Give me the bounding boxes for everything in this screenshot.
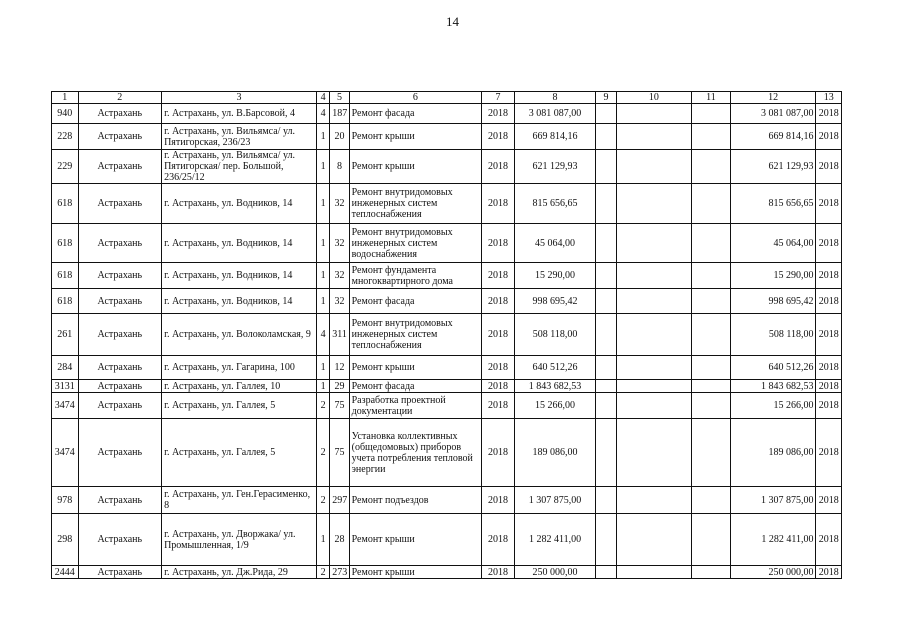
cell-work-type: Ремонт внутридомовых инженерных систем теплоснабжения — [349, 314, 482, 356]
cell-col9 — [596, 419, 616, 487]
cell-total: 669 814,16 — [730, 124, 816, 150]
table-row — [52, 419, 842, 487]
cell-work-type: Ремонт крыши — [349, 150, 482, 184]
cell-id: 261 — [52, 314, 79, 356]
cell-col4: 1 — [317, 289, 330, 314]
cell-col11 — [692, 419, 731, 487]
cell-id: 940 — [52, 104, 79, 124]
cell-col11 — [692, 380, 731, 393]
cell-work-type: Ремонт фасада — [349, 104, 482, 124]
cell-address: г. Астрахань, ул. Галлея, 5 — [162, 393, 317, 419]
cell-col9 — [596, 104, 616, 124]
cell-col5: 8 — [330, 150, 349, 184]
cell-work-type: Ремонт фасада — [349, 380, 482, 393]
cell-year: 2018 — [482, 514, 515, 566]
cell-col5: 32 — [330, 184, 349, 224]
table-row — [52, 263, 842, 289]
cell-col10 — [616, 150, 691, 184]
cell-city: Астрахань — [78, 184, 162, 224]
cell-col5: 20 — [330, 124, 349, 150]
cell-address: г. Астрахань, ул. Галлея, 10 — [162, 380, 317, 393]
cell-col11 — [692, 124, 731, 150]
cell-total: 15 266,00 — [730, 393, 816, 419]
table-body — [52, 104, 842, 579]
cell-col5: 28 — [330, 514, 349, 566]
cell-col10 — [616, 224, 691, 263]
cell-total: 1 307 875,00 — [730, 487, 816, 514]
table-row — [52, 184, 842, 224]
table-header-row — [52, 92, 842, 104]
cell-cost: 1 307 875,00 — [514, 487, 596, 514]
cell-total: 15 290,00 — [730, 263, 816, 289]
cell-cost: 250 000,00 — [514, 566, 596, 579]
cell-address: г. Астрахань, ул. В.Барсовой, 4 — [162, 104, 317, 124]
cell-col5: 75 — [330, 419, 349, 487]
cell-id: 298 — [52, 514, 79, 566]
column-header: 8 — [514, 92, 596, 104]
column-header: 13 — [816, 92, 842, 104]
cell-address: г. Астрахань, ул. Волоколамская, 9 — [162, 314, 317, 356]
cell-col5: 12 — [330, 356, 349, 380]
cell-col10 — [616, 104, 691, 124]
cell-id: 3131 — [52, 380, 79, 393]
cell-year: 2018 — [482, 314, 515, 356]
cell-col4: 1 — [317, 380, 330, 393]
column-header: 6 — [349, 92, 482, 104]
cell-work-type: Ремонт внутридомовых инженерных систем водоснабжения — [349, 224, 482, 263]
column-header: 4 — [317, 92, 330, 104]
cell-cost: 1 282 411,00 — [514, 514, 596, 566]
table-row — [52, 104, 842, 124]
cell-col9 — [596, 380, 616, 393]
column-header: 11 — [692, 92, 731, 104]
cell-id: 2444 — [52, 566, 79, 579]
cell-city: Астрахань — [78, 289, 162, 314]
cell-cost: 1 843 682,53 — [514, 380, 596, 393]
cell-year-end: 2018 — [816, 566, 842, 579]
cell-col10 — [616, 393, 691, 419]
cell-year-end: 2018 — [816, 419, 842, 487]
cell-cost: 508 118,00 — [514, 314, 596, 356]
table-row — [52, 124, 842, 150]
cell-col10 — [616, 514, 691, 566]
column-header: 12 — [730, 92, 816, 104]
cell-year: 2018 — [482, 150, 515, 184]
cell-col10 — [616, 487, 691, 514]
cell-col4: 1 — [317, 514, 330, 566]
cell-year: 2018 — [482, 184, 515, 224]
cell-col10 — [616, 566, 691, 579]
cell-city: Астрахань — [78, 393, 162, 419]
cell-id: 3474 — [52, 419, 79, 487]
cell-col10 — [616, 263, 691, 289]
cell-id: 228 — [52, 124, 79, 150]
cell-year: 2018 — [482, 104, 515, 124]
cell-id: 618 — [52, 224, 79, 263]
cell-col4: 2 — [317, 566, 330, 579]
cell-work-type: Ремонт крыши — [349, 124, 482, 150]
cell-total: 508 118,00 — [730, 314, 816, 356]
cell-cost: 45 064,00 — [514, 224, 596, 263]
cell-col11 — [692, 566, 731, 579]
cell-col10 — [616, 289, 691, 314]
cell-year-end: 2018 — [816, 514, 842, 566]
cell-year: 2018 — [482, 263, 515, 289]
column-header: 2 — [78, 92, 162, 104]
cell-total: 1 282 411,00 — [730, 514, 816, 566]
cell-col9 — [596, 314, 616, 356]
cell-id: 284 — [52, 356, 79, 380]
cell-col9 — [596, 263, 616, 289]
cell-total: 45 064,00 — [730, 224, 816, 263]
cell-year: 2018 — [482, 380, 515, 393]
cell-work-type: Ремонт подъездов — [349, 487, 482, 514]
cell-year: 2018 — [482, 419, 515, 487]
cell-year-end: 2018 — [816, 150, 842, 184]
cell-col4: 2 — [317, 419, 330, 487]
cell-city: Астрахань — [78, 514, 162, 566]
cell-city: Астрахань — [78, 380, 162, 393]
cell-city: Астрахань — [78, 566, 162, 579]
cell-city: Астрахань — [78, 314, 162, 356]
table-row — [52, 356, 842, 380]
column-header: 5 — [330, 92, 349, 104]
cell-city: Астрахань — [78, 104, 162, 124]
cell-cost: 15 266,00 — [514, 393, 596, 419]
cell-col5: 75 — [330, 393, 349, 419]
cell-address: г. Астрахань, ул. Вильямса/ ул. Пятигорская, 236/23 — [162, 124, 317, 150]
cell-col10 — [616, 380, 691, 393]
cell-col11 — [692, 224, 731, 263]
cell-col11 — [692, 104, 731, 124]
cell-col9 — [596, 487, 616, 514]
table-row — [52, 393, 842, 419]
cell-address: г. Астрахань, ул. Дворжака/ ул. Промышленная, 1/9 — [162, 514, 317, 566]
column-header: 9 — [596, 92, 616, 104]
table-row — [52, 314, 842, 356]
cell-city: Астрахань — [78, 263, 162, 289]
cell-col11 — [692, 393, 731, 419]
cell-year-end: 2018 — [816, 184, 842, 224]
cell-address: г. Астрахань, ул. Вильямса/ ул. Пятигорская/ пер. Большой, 236/25/12 — [162, 150, 317, 184]
cell-year: 2018 — [482, 356, 515, 380]
cell-city: Астрахань — [78, 419, 162, 487]
cell-col9 — [596, 393, 616, 419]
cell-cost: 3 081 087,00 — [514, 104, 596, 124]
cell-year-end: 2018 — [816, 104, 842, 124]
cell-total: 189 086,00 — [730, 419, 816, 487]
cell-col4: 2 — [317, 393, 330, 419]
cell-work-type: Установка коллективных (общедомовых) приборов учета потребления тепловой энергии — [349, 419, 482, 487]
cell-col5: 273 — [330, 566, 349, 579]
table-row — [52, 150, 842, 184]
cell-total: 998 695,42 — [730, 289, 816, 314]
cell-id: 618 — [52, 289, 79, 314]
cell-col11 — [692, 184, 731, 224]
cell-city: Астрахань — [78, 487, 162, 514]
cell-year-end: 2018 — [816, 289, 842, 314]
cell-cost: 189 086,00 — [514, 419, 596, 487]
cell-city: Астрахань — [78, 356, 162, 380]
cell-col9 — [596, 514, 616, 566]
cell-col5: 187 — [330, 104, 349, 124]
cell-col10 — [616, 356, 691, 380]
cell-total: 3 081 087,00 — [730, 104, 816, 124]
cell-col11 — [692, 150, 731, 184]
cell-col4: 1 — [317, 224, 330, 263]
cell-cost: 669 814,16 — [514, 124, 596, 150]
cell-col9 — [596, 150, 616, 184]
cell-col4: 1 — [317, 263, 330, 289]
cell-cost: 621 129,93 — [514, 150, 596, 184]
cell-col10 — [616, 124, 691, 150]
page-number: 14 — [446, 14, 459, 29]
cell-col4: 1 — [317, 356, 330, 380]
cell-col5: 297 — [330, 487, 349, 514]
cell-city: Астрахань — [78, 124, 162, 150]
cell-col11 — [692, 263, 731, 289]
cell-year-end: 2018 — [816, 263, 842, 289]
cell-work-type: Ремонт крыши — [349, 514, 482, 566]
cell-col4: 1 — [317, 124, 330, 150]
cell-total: 621 129,93 — [730, 150, 816, 184]
cell-col10 — [616, 419, 691, 487]
column-header: 3 — [162, 92, 317, 104]
cell-city: Астрахань — [78, 224, 162, 263]
cell-city: Астрахань — [78, 150, 162, 184]
cell-id: 978 — [52, 487, 79, 514]
cell-col9 — [596, 124, 616, 150]
cell-year: 2018 — [482, 393, 515, 419]
cell-year-end: 2018 — [816, 380, 842, 393]
cell-year: 2018 — [482, 487, 515, 514]
cell-col10 — [616, 184, 691, 224]
column-header: 7 — [482, 92, 515, 104]
cell-year: 2018 — [482, 224, 515, 263]
cell-col4: 4 — [317, 104, 330, 124]
table-row — [52, 289, 842, 314]
cell-total: 1 843 682,53 — [730, 380, 816, 393]
cell-col9 — [596, 566, 616, 579]
cell-col4: 4 — [317, 314, 330, 356]
cell-total: 640 512,26 — [730, 356, 816, 380]
cell-col4: 2 — [317, 487, 330, 514]
cell-col11 — [692, 289, 731, 314]
cell-col9 — [596, 184, 616, 224]
cell-col4: 1 — [317, 184, 330, 224]
cell-cost: 640 512,26 — [514, 356, 596, 380]
table-row — [52, 380, 842, 393]
cell-col5: 311 — [330, 314, 349, 356]
cell-address: г. Астрахань, ул. Водников, 14 — [162, 289, 317, 314]
cell-work-type: Ремонт внутридомовых инженерных систем теплоснабжения — [349, 184, 482, 224]
cell-address: г. Астрахань, ул. Гагарина, 100 — [162, 356, 317, 380]
cell-year-end: 2018 — [816, 356, 842, 380]
cell-address: г. Астрахань, ул. Дж.Рида, 29 — [162, 566, 317, 579]
cell-col11 — [692, 356, 731, 380]
cell-work-type: Ремонт крыши — [349, 356, 482, 380]
table-row — [52, 514, 842, 566]
cell-work-type: Ремонт крыши — [349, 566, 482, 579]
cell-cost: 15 290,00 — [514, 263, 596, 289]
cell-total: 815 656,65 — [730, 184, 816, 224]
cell-col11 — [692, 314, 731, 356]
repair-program-table — [51, 91, 842, 579]
cell-id: 618 — [52, 184, 79, 224]
table-row — [52, 487, 842, 514]
cell-col11 — [692, 514, 731, 566]
cell-year: 2018 — [482, 566, 515, 579]
cell-total: 250 000,00 — [730, 566, 816, 579]
cell-col9 — [596, 224, 616, 263]
cell-work-type: Ремонт фасада — [349, 289, 482, 314]
cell-id: 3474 — [52, 393, 79, 419]
cell-year-end: 2018 — [816, 393, 842, 419]
cell-work-type: Разработка проектной документации — [349, 393, 482, 419]
cell-year: 2018 — [482, 124, 515, 150]
cell-id: 229 — [52, 150, 79, 184]
cell-address: г. Астрахань, ул. Водников, 14 — [162, 184, 317, 224]
cell-work-type: Ремонт фундамента многоквартирного дома — [349, 263, 482, 289]
cell-year-end: 2018 — [816, 124, 842, 150]
table-row — [52, 224, 842, 263]
cell-address: г. Астрахань, ул. Водников, 14 — [162, 263, 317, 289]
cell-col5: 32 — [330, 289, 349, 314]
cell-address: г. Астрахань, ул. Водников, 14 — [162, 224, 317, 263]
cell-col9 — [596, 356, 616, 380]
cell-col5: 32 — [330, 224, 349, 263]
cell-address: г. Астрахань, ул. Галлея, 5 — [162, 419, 317, 487]
cell-col10 — [616, 314, 691, 356]
cell-col4: 1 — [317, 150, 330, 184]
column-header: 1 — [52, 92, 79, 104]
cell-year-end: 2018 — [816, 487, 842, 514]
cell-address: г. Астрахань, ул. Ген.Герасименко, 8 — [162, 487, 317, 514]
cell-col5: 32 — [330, 263, 349, 289]
cell-year-end: 2018 — [816, 224, 842, 263]
cell-year: 2018 — [482, 289, 515, 314]
column-header: 10 — [616, 92, 691, 104]
cell-col11 — [692, 487, 731, 514]
cell-cost: 998 695,42 — [514, 289, 596, 314]
cell-cost: 815 656,65 — [514, 184, 596, 224]
table-row — [52, 566, 842, 579]
cell-col9 — [596, 289, 616, 314]
cell-id: 618 — [52, 263, 79, 289]
cell-year-end: 2018 — [816, 314, 842, 356]
cell-col5: 29 — [330, 380, 349, 393]
